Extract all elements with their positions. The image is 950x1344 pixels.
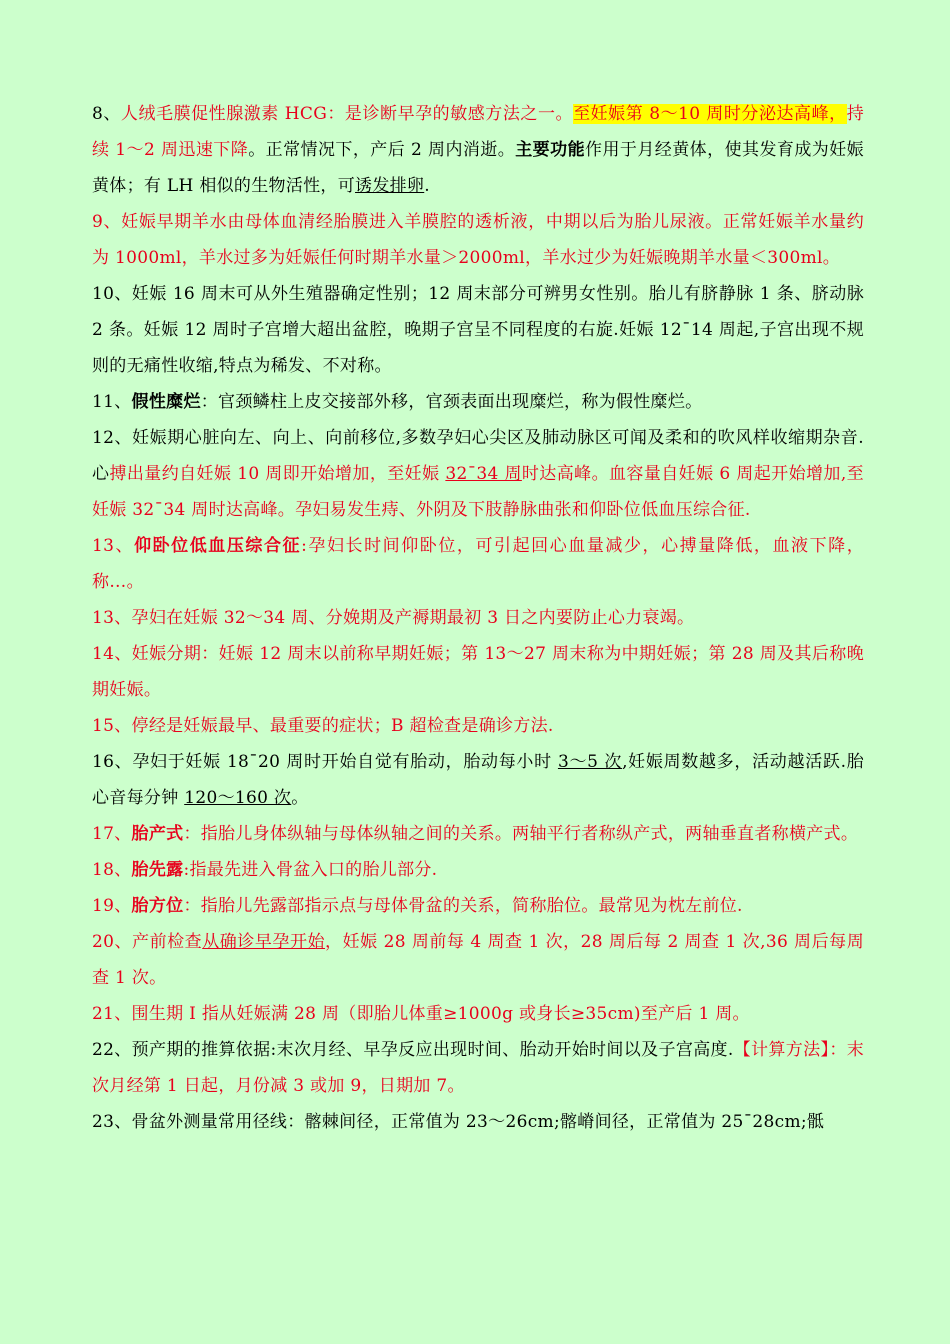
text-segment: :孕妇长时间仰卧位，可引起回心血量减少，心搏量降低，血液下降，称…。	[92, 536, 864, 592]
text-segment: 从确诊早孕开始	[202, 932, 326, 952]
text-segment: 13、	[92, 536, 135, 556]
paragraph-p16	[92, 744, 864, 816]
text-segment: 人绒毛膜促性腺激素 HCG：是诊断早孕的敏感方法之一。	[120, 104, 574, 124]
paragraph-p20	[92, 924, 864, 996]
paragraph-p9	[92, 204, 864, 276]
text-segment: ：指胎儿先露部指示点与母体骨盆的关系，简称胎位。最常见为枕左前位.	[183, 896, 743, 916]
text-segment: ，妊娠 28 周前每 4 周查 1 次，28 周后每 2 周查 1 次,36 周后每周查 1 次。	[92, 932, 864, 988]
text-segment: 主要功能	[515, 140, 586, 160]
paragraph-p17	[92, 816, 864, 852]
text-segment: 9、妊娠早期羊水由母体血清经胎膜进入羊膜腔的透析液，中期以后为胎儿尿液。正常妊娠羊水量约为 1000ml，羊水过多为妊娠任何时期羊水量＞2000ml，羊水过少为妊娠晚期羊水量＜300ml。	[92, 212, 864, 268]
text-segment: 。	[291, 788, 309, 808]
paragraph-p19	[92, 888, 864, 924]
text-segment: 23、骨盆外测量常用径线：髂棘间径，正常值为 23～26cm;髂嵴间径，正常值为 25¯28cm;骶	[92, 1112, 825, 1132]
text-segment: 14、妊娠分期：妊娠 12 周末以前称早期妊娠；第 13～27 周末称为中期妊娠；第 28 周及其后称晚期妊娠。	[92, 644, 864, 700]
text-segment: 18、	[92, 860, 132, 880]
text-segment: 。正常情况下，产后 2 周内消逝。	[248, 140, 516, 160]
text-segment: 10、妊娠 16 周末可从外生殖器确定性别；12 周末部分可辨男女性别。胎儿有脐静脉 1 条、脐动脉 2 条。妊娠 12 周时子宫增大超出盆腔，晚期子宫呈不同程度的右旋.妊娠 12¯14 周起,子宫出现不规则的无痛性收缩,特点为稀发、不对称。	[92, 284, 864, 376]
text-segment: 32¯34 周	[445, 464, 522, 484]
text-segment: 胎方位	[131, 896, 184, 916]
paragraph-p18	[92, 852, 864, 888]
paragraph-p12	[92, 420, 864, 528]
text-segment: 3～5 次	[557, 752, 623, 772]
paragraph-p22	[92, 1032, 864, 1104]
text-segment: 8、	[92, 104, 121, 124]
paragraph-p8	[92, 96, 864, 204]
text-segment: 11、	[92, 392, 132, 412]
text-segment: 至妊娠第 8～10 周时分泌达高峰，	[573, 104, 847, 124]
text-segment: 时达高峰。血容量自妊娠 6 周起开始增加,至妊娠 32¯34 周时达高峰。孕妇易发生痔、外阴及下肢静脉曲张和仰卧位低血压综合征.	[92, 464, 864, 520]
text-segment: 12、妊娠期心脏向左、向上、向前移位,多数孕妇心尖区及肺动脉区可闻及柔和的吹风样收缩期杂音.心	[92, 428, 864, 484]
text-segment: 假性糜烂	[131, 392, 201, 412]
paragraph-p11	[92, 384, 864, 420]
paragraph-p23	[92, 1104, 864, 1140]
text-segment: 作用于月经黄体，使其发育成为妊娠黄体；有 LH 相似的生物活性，可	[92, 140, 864, 196]
text-segment: ：官颈鳞柱上皮交接部外移，官颈表面出现糜烂，称为假性糜烂。	[200, 392, 703, 412]
text-segment: 仰卧位低血压综合征	[134, 536, 302, 556]
paragraph-p13b	[92, 600, 864, 636]
text-segment: 13、孕妇在妊娠 32～34 周、分娩期及产褥期最初 3 日之内要防止心力衰竭。	[92, 608, 695, 628]
text-segment: ：指胎儿身体纵轴与母体纵轴之间的关系。两轴平行者称纵产式，两轴垂直者称横产式。	[183, 824, 859, 844]
text-segment: 16、孕妇于妊娠 18¯20 周时开始自觉有胎动，胎动每小时	[92, 752, 558, 772]
text-segment: ,妊娠周数越多，活动越活跃.胎心音每分钟	[92, 752, 864, 808]
text-segment: 诱发排卵	[355, 176, 425, 196]
text-segment: 持续 1～2 周迅速下降	[92, 104, 865, 160]
text-segment: 【计算方法】：末次月经第 1 日起，月份减 3 或加 9，日期加 7。	[92, 1040, 864, 1096]
paragraph-p21	[92, 996, 864, 1032]
text-segment: 胎先露	[131, 860, 184, 880]
text-segment: .	[424, 176, 430, 196]
text-segment: 22、预产期的推算依据:末次月经、早孕反应出现时间、胎动开始时间以及子宫高度.	[92, 1040, 734, 1060]
text-segment: 120～160 次	[184, 788, 292, 808]
text-segment: 17、	[92, 824, 132, 844]
document-body	[92, 96, 864, 1140]
paragraph-p15	[92, 708, 864, 744]
text-segment: 19、	[92, 896, 132, 916]
paragraph-p14	[92, 636, 864, 708]
paragraph-p13a	[92, 528, 864, 600]
text-segment: :指最先进入骨盆入口的胎儿部分.	[183, 860, 438, 880]
paragraph-p10	[92, 276, 864, 384]
text-segment: 胎产式	[131, 824, 184, 844]
text-segment: 搏出量约自妊娠 10 周即开始增加，至妊娠	[109, 464, 446, 484]
text-segment: 21、围生期 I 指从妊娠满 28 周（即胎儿体重≥1000g 或身长≥35cm)至产后 1 周。	[92, 1004, 750, 1024]
text-segment: 20、产前检查	[92, 932, 203, 952]
text-segment: 15、停经是妊娠最早、最重要的症状；B 超检查是确诊方法.	[92, 716, 554, 736]
